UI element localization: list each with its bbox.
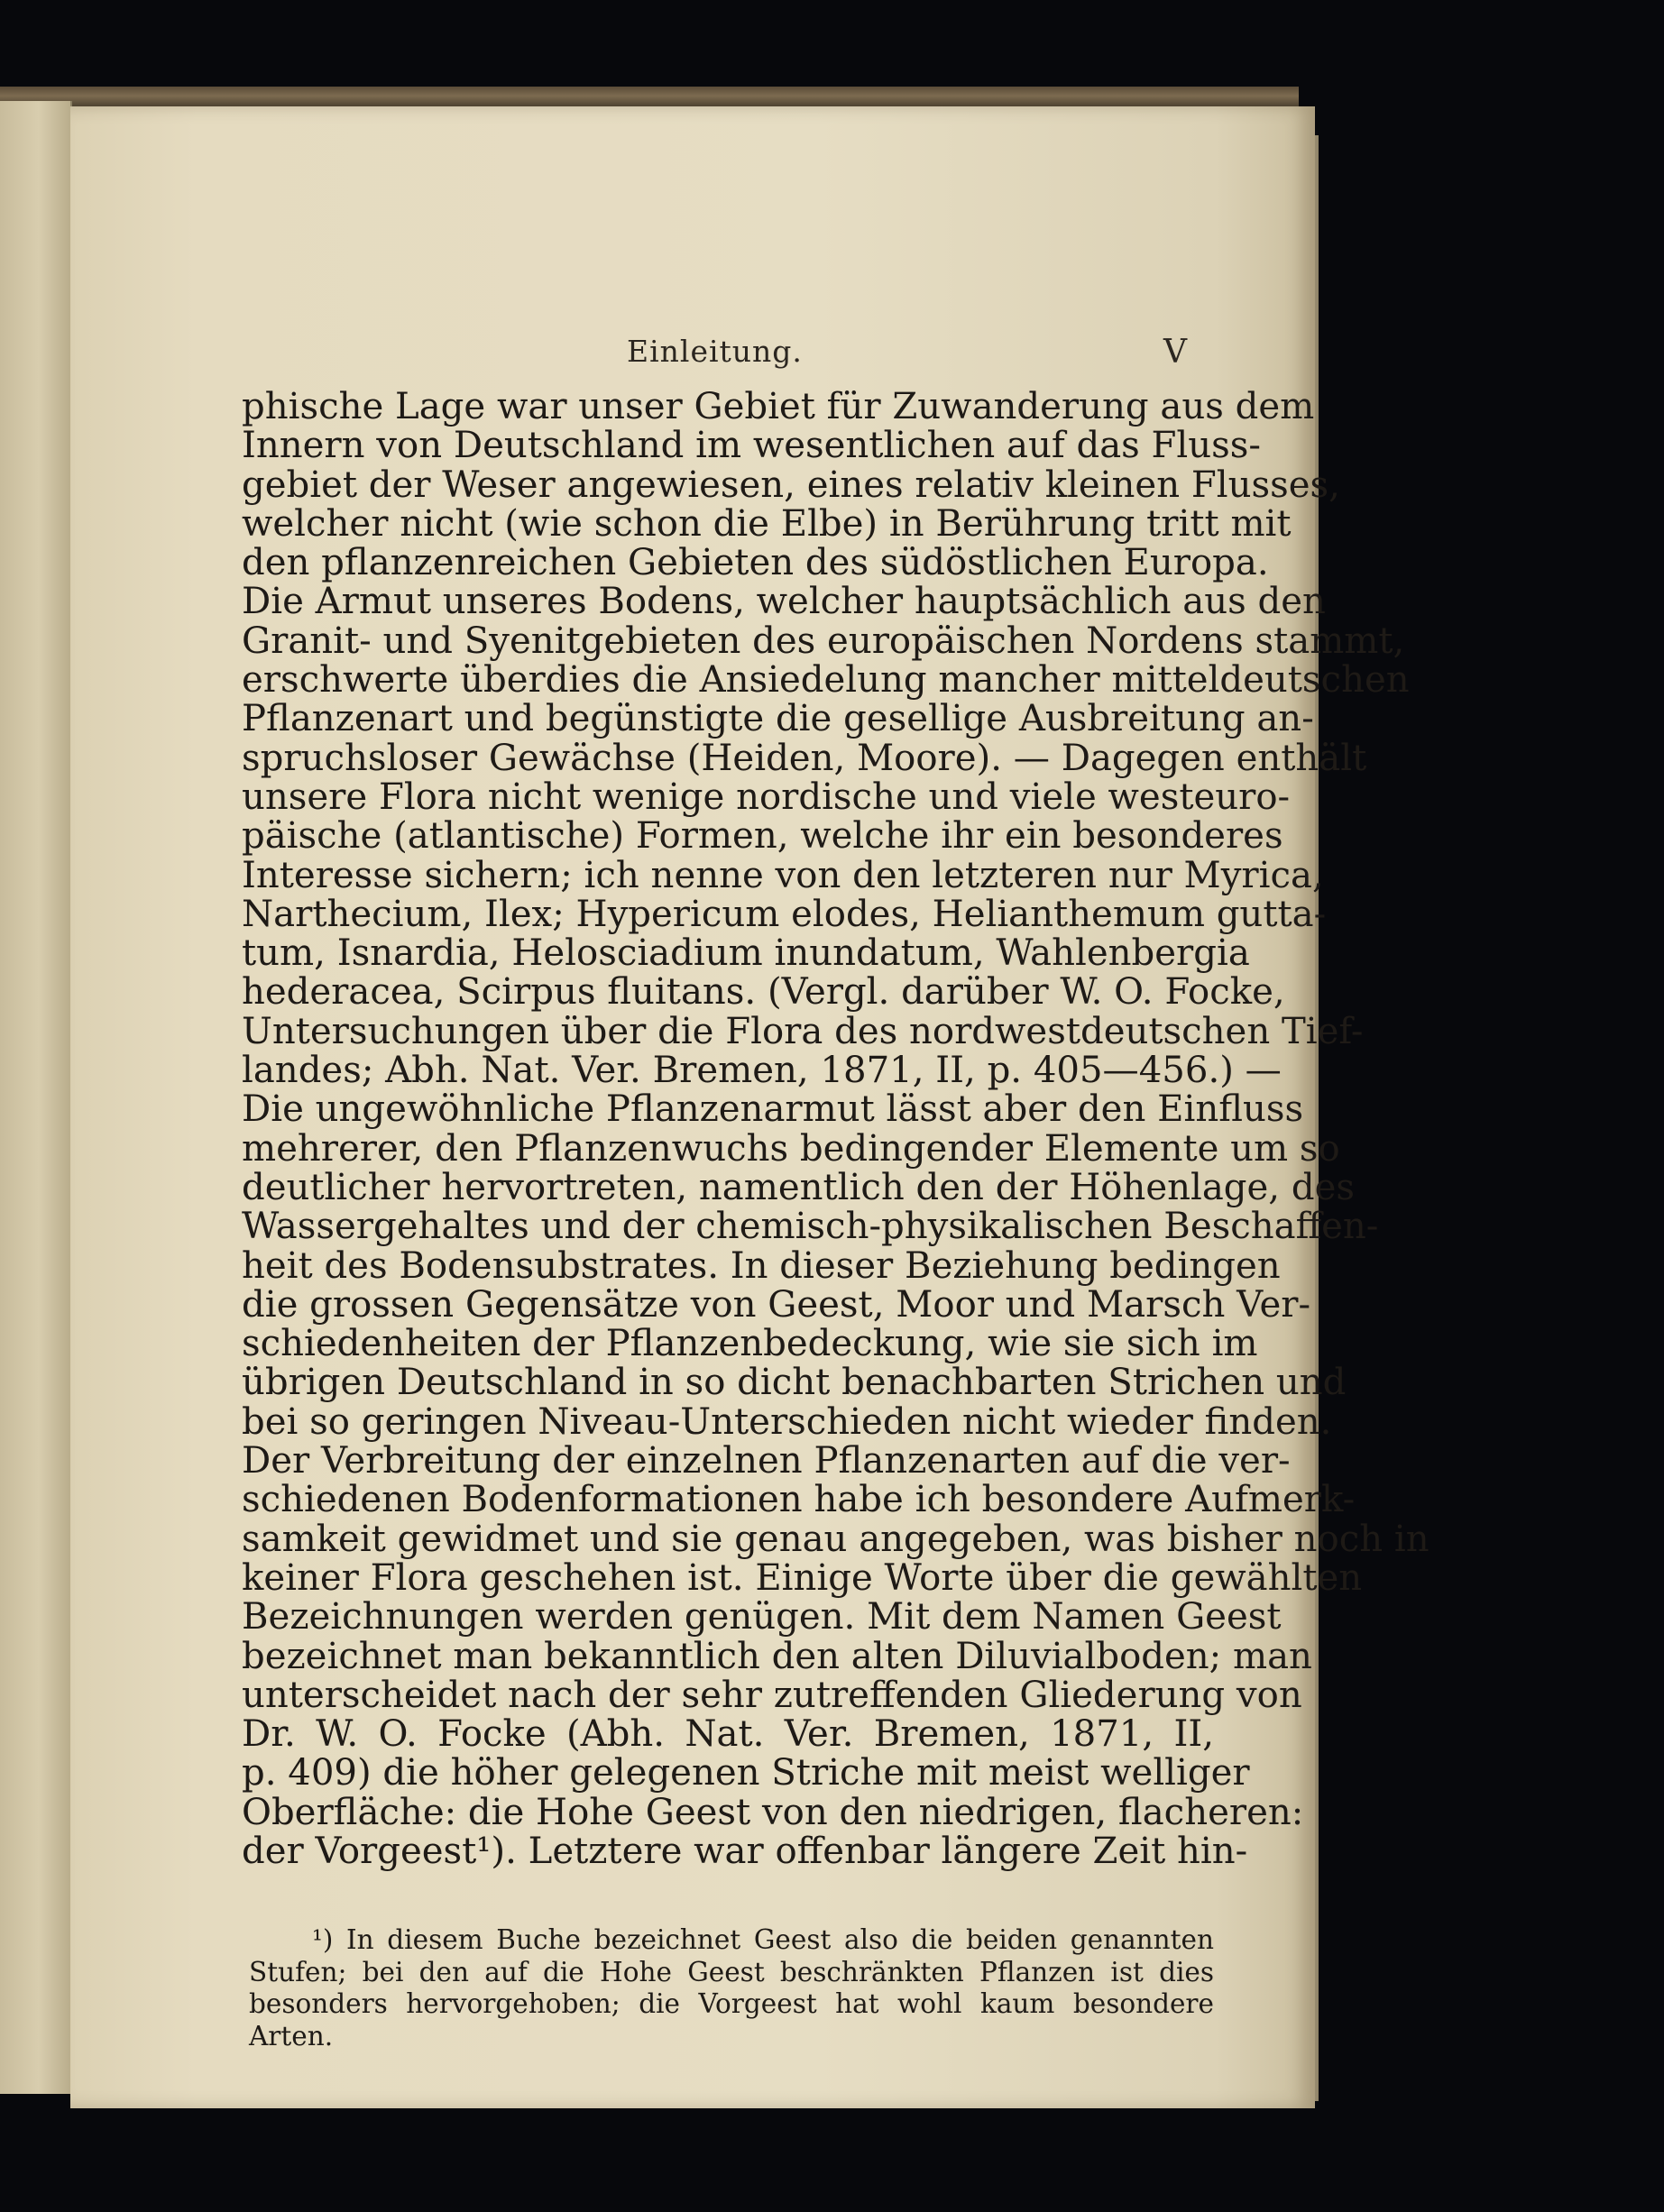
- footnote-line: besonders hervorgehoben; die Vorgeest hat wohl kaum besondere: [249, 1988, 1214, 2019]
- footnote-line: Stufen; bei den auf die Hohe Geest beschränkten Pflanzen ist dies: [249, 1956, 1214, 1987]
- text-line: heit des Bodensubstrates. In dieser Beziehung bedingen: [242, 1244, 1281, 1287]
- text-line: Der Verbreitung der einzelnen Pflanzenarten auf die ver-: [242, 1440, 1291, 1482]
- text-line: Die ungewöhnliche Pflanzenarmut lässt aber den Einfluss: [242, 1088, 1304, 1131]
- text-line: phische Lage war unser Gebiet für Zuwanderung aus dem: [242, 386, 1315, 427]
- text-line: Dr. W. O. Focke (Abh. Nat. Ver. Bremen, 1871, II,: [242, 1713, 1214, 1756]
- text-line: unterscheidet nach der sehr zutreffenden Gliederung von: [242, 1674, 1302, 1716]
- footnote-line: Arten.: [249, 2020, 334, 2051]
- text-line: keiner Flora geschehen ist. Einige Worte über die gewählten: [242, 1556, 1363, 1599]
- text-line: p. 409) die höher gelegenen Striche mit meist welliger: [242, 1752, 1250, 1794]
- facing-page-edge: [0, 101, 72, 2094]
- text-line: Innern von Deutschland im wesentlichen auf das Fluss-: [242, 425, 1261, 467]
- footnote-line: ¹) In diesem Buche bezeichnet Geest also die beiden genannten: [312, 1924, 1214, 1955]
- text-line: landes; Abh. Nat. Ver. Bremen, 1871, II, p. 405—456.) —: [242, 1050, 1282, 1092]
- text-line: samkeit gewidmet und sie genau angegeben, was bisher noch in: [242, 1518, 1430, 1560]
- footnote: [249, 1924, 1214, 2052]
- text-line: spruchsloser Gewächse (Heiden, Moore). — Dagegen enthält: [242, 737, 1367, 779]
- text-line: hederacea, Scirpus fluitans. (Vergl. darüber W. O. Focke,: [242, 971, 1285, 1014]
- text-line: Die Armut unseres Bodens, welcher hauptsächlich aus den: [242, 581, 1326, 623]
- text-line: übrigen Deutschland in so dicht benachbarten Strichen und: [242, 1362, 1347, 1404]
- text-line: der Vorgeest¹). Letztere war offenbar längere Zeit hin-: [242, 1830, 1248, 1872]
- text-line: die grossen Gegensätze von Geest, Moor und Marsch Ver-: [242, 1283, 1311, 1326]
- text-line: Pflanzenart und begünstigte die gesellige Ausbreitung an-: [242, 698, 1314, 740]
- page-number: V: [1163, 334, 1188, 371]
- text-line: deutlicher hervortreten, namentlich den der Höhenlage, des: [242, 1166, 1355, 1208]
- text-line: gebiet der Weser angewiesen, eines relativ kleinen Flusses,: [242, 464, 1340, 506]
- text-line: den pflanzenreichen Gebieten des südöstlichen Europa.: [242, 542, 1269, 584]
- text-line: mehrerer, den Pflanzenwuchs bedingender Elemente um so: [242, 1127, 1340, 1170]
- text-line: Narthecium, Ilex; Hypericum elodes, Helianthemum gutta-: [242, 893, 1327, 935]
- text-line: Oberfläche: die Hohe Geest von den niedrigen, flacheren:: [242, 1791, 1304, 1833]
- text-line: bezeichnet man bekanntlich den alten Diluvialboden; man: [242, 1635, 1312, 1677]
- text-line: schiedenen Bodenformationen habe ich besondere Aufmerk-: [242, 1479, 1356, 1521]
- text-line: Bezeichnungen werden genügen. Mit dem Namen Geest: [242, 1596, 1282, 1638]
- text-line: Wassergehaltes und der chemisch-physikalischen Beschaffen-: [242, 1206, 1379, 1248]
- body-paragraph: [242, 386, 1430, 1872]
- text-line: päische (atlantische) Formen, welche ihr ein besonderes: [242, 815, 1283, 858]
- text-line: tum, Isnardia, Helosciadium inundatum, Wahlenbergia: [242, 932, 1250, 975]
- text-line: bei so geringen Niveau-Unterschieden nicht wieder finden.: [242, 1400, 1332, 1443]
- book-page: [70, 106, 1430, 2108]
- text-line: unsere Flora nicht wenige nordische und viele westeuro-: [242, 776, 1291, 818]
- text-line: Granit- und Syenitgebieten des europäischen Nordens stammt,: [242, 620, 1405, 662]
- text-line: welcher nicht (wie schon die Elbe) in Berührung tritt mit: [242, 502, 1292, 545]
- running-title: Einleitung.: [627, 334, 803, 369]
- text-line: erschwerte überdies die Ansiedelung mancher mitteldeutschen: [242, 659, 1410, 702]
- text-line: Untersuchungen über die Flora des nordwestdeutschen Tief-: [242, 1010, 1364, 1052]
- text-line: schiedenheiten der Pflanzenbedeckung, wie sie sich im: [242, 1323, 1258, 1365]
- text-line: Interesse sichern; ich nenne von den letzteren nur Myrica,: [242, 854, 1324, 896]
